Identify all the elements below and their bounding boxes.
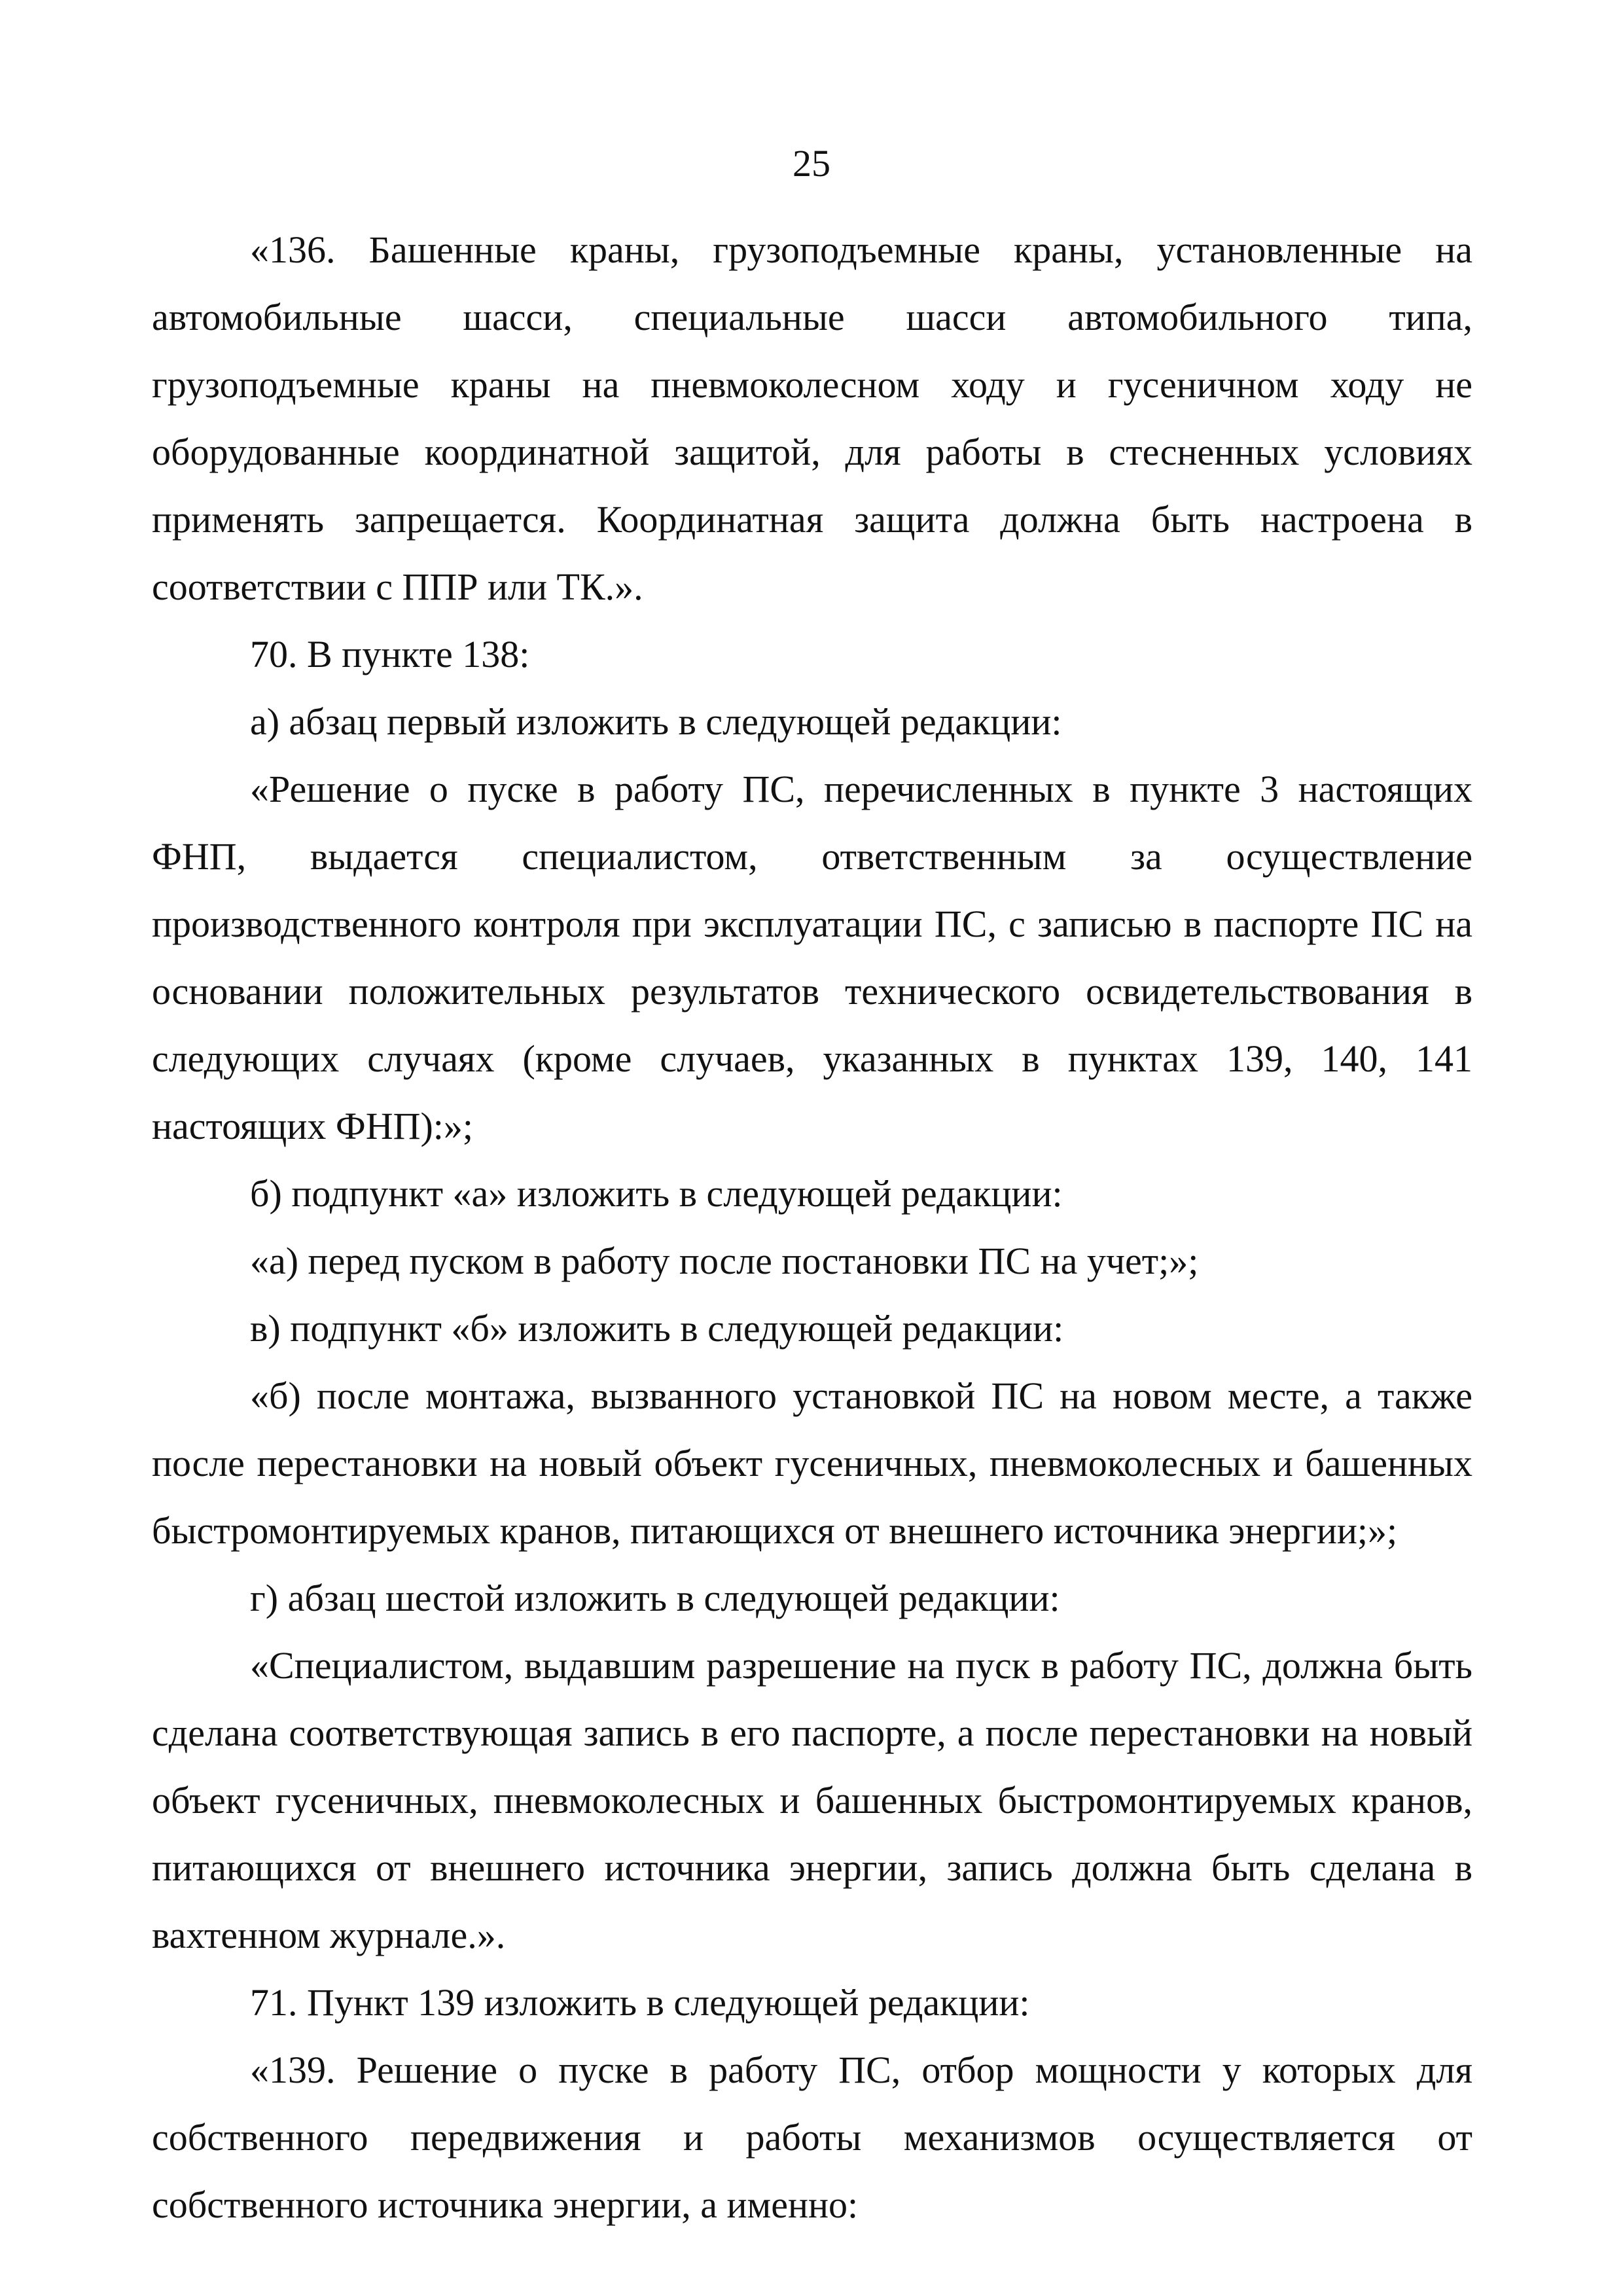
paragraph-subitem-a: а) абзац первый изложить в следующей редакции: <box>250 700 1062 743</box>
paragraph-quote-specialist: «Специалистом, выдавшим разрешение на пуск в работу ПС, должна быть сделана соответствующая запись в его паспорте, а после перестановки на новый объект гусеничных, пневмоколесных и башенных быстромонтируемых кранов, питающихся от внешнего источника энергии, запись должна быть сделана в вахтенном журнале.». <box>152 1644 1472 1956</box>
paragraph-quote-b: «б) после монтажа, вызванного установкой ПС на новом месте, а также после перестановки на новый объект гусеничных, пневмоколесных и башенных быстромонтируемых кранов, питающихся от внешнего источника энергии;»; <box>152 1374 1472 1552</box>
paragraph-subitem-v: в) подпункт «б» изложить в следующей редакции: <box>250 1307 1064 1350</box>
paragraph-subitem-g: г) абзац шестой изложить в следующей редакции: <box>250 1577 1060 1619</box>
document-body <box>152 216 1472 2238</box>
paragraph-item-71: 71. Пункт 139 изложить в следующей редакции: <box>250 1981 1030 2024</box>
paragraph-quote-a: «а) перед пуском в работу после постановки ПС на учет;»; <box>250 1240 1199 1282</box>
paragraph-136-text: «136. Башенные краны, грузоподъемные краны, установленные на автомобильные шасси, специальные шасси автомобильного типа, грузоподъемные краны на пневмоколесном ходу и гусеничном ходу не оборудованные координатной защитой, для работы в стесненных условиях применять запрещается. Координатная защита должна быть настроена в соответствии с ППР или ТК.». <box>152 228 1472 608</box>
paragraph-quote-decision-start: «Решение о пуске в работу ПС, перечисленных в пункте 3 настоящих ФНП, выдается специалистом, ответственным за осуществление производственного контроля при эксплуатации ПС, с записью в паспорте ПС на основании положительных результатов технического освидетельствования в следующих случаях (кроме случаев, указанных в пунктах 139, 140, 141 настоящих ФНП):»; <box>152 768 1472 1147</box>
page-number: 25 <box>793 142 830 185</box>
paragraph-139-text: «139. Решение о пуске в работу ПС, отбор мощности у которых для собственного передвижения и работы механизмов осуществляется от собственного источника энергии, а именно: <box>152 2049 1472 2226</box>
paragraph-subitem-b: б) подпункт «а» изложить в следующей редакции: <box>250 1172 1063 1215</box>
paragraph-item-70: 70. В пункте 138: <box>250 633 530 675</box>
